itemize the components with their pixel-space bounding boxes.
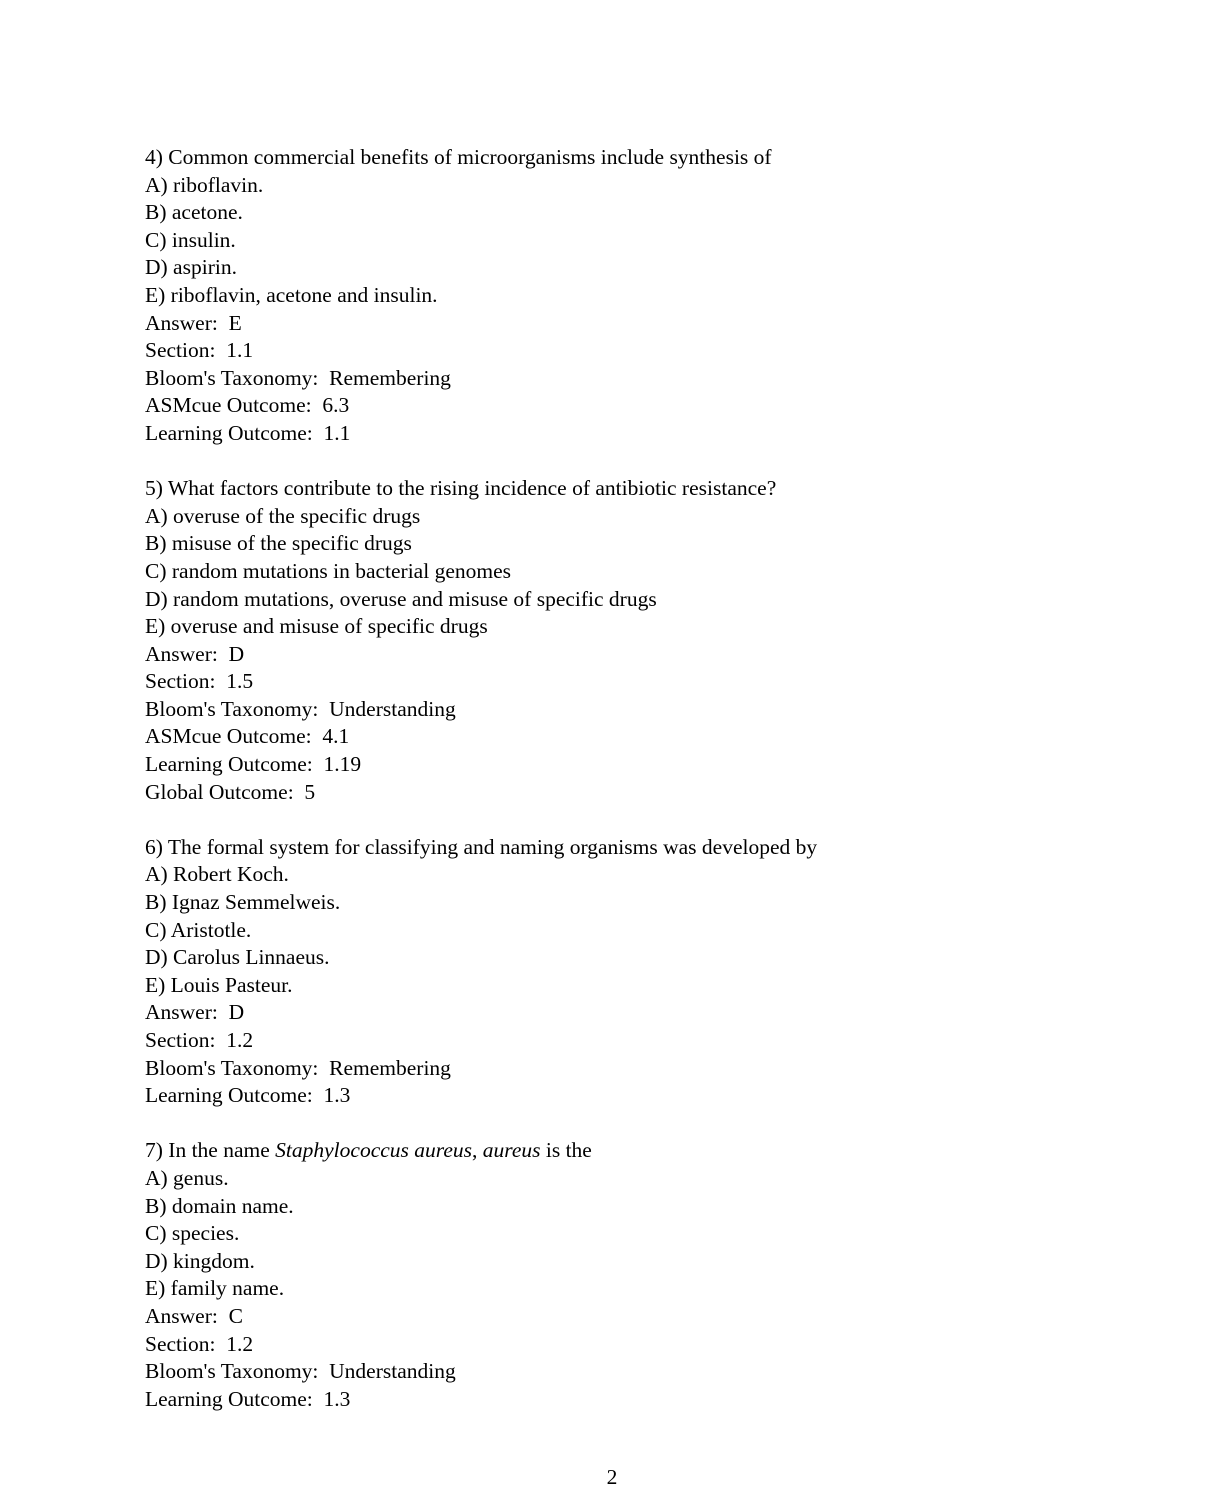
answer-option-a: A) genus. xyxy=(145,1165,229,1190)
answer-key: Answer: C xyxy=(145,1303,243,1328)
page-number: 2 xyxy=(606,1465,618,1489)
answer-option-e: E) Louis Pasteur. xyxy=(145,972,293,997)
stem-suffix: is the xyxy=(540,1138,592,1163)
answer-option-a: A) Robert Koch. xyxy=(145,862,289,887)
section-ref: Section: 1.2 xyxy=(145,1028,254,1052)
learning-outcome: Learning Outcome: 1.3 xyxy=(145,1386,351,1411)
species-name: Staphylococcus aureus xyxy=(275,1138,472,1163)
answer-option-d: D) random mutations, overuse and misuse of specific drugs xyxy=(145,586,657,611)
answer-option-a: A) overuse of the specific drugs xyxy=(145,503,421,528)
answer-option-e: E) overuse and misuse of specific drugs xyxy=(145,614,488,639)
blooms-taxonomy: Bloom's Taxonomy: Understanding xyxy=(145,696,456,721)
asmcue-outcome: ASMcue Outcome: 4.1 xyxy=(145,724,350,749)
learning-outcome: Learning Outcome: 1.3 xyxy=(145,1083,351,1108)
question-list xyxy=(145,144,1145,1413)
answer-option-e: E) riboflavin, acetone and insulin. xyxy=(145,282,438,307)
blooms-taxonomy: Bloom's Taxonomy: Remembering xyxy=(145,1055,451,1080)
question-stem: 5) What factors contribute to the rising incidence of antibiotic resistance? xyxy=(145,476,777,501)
answer-option-c: C) species. xyxy=(145,1221,240,1246)
answer-option-b: B) Ignaz Semmelweis. xyxy=(145,890,341,915)
answer-key: Answer: D xyxy=(145,1000,245,1025)
learning-outcome: Learning Outcome: 1.19 xyxy=(145,752,362,777)
answer-option-b: B) domain name. xyxy=(145,1193,294,1218)
answer-option-c: C) random mutations in bacterial genomes xyxy=(145,558,512,583)
question-4 xyxy=(145,144,1145,448)
learning-outcome: Learning Outcome: 1.1 xyxy=(145,420,351,445)
answer-option-b: B) misuse of the specific drugs xyxy=(145,531,412,556)
question-5 xyxy=(145,475,1145,806)
answer-key: Answer: D xyxy=(145,641,245,666)
answer-option-e: E) family name. xyxy=(145,1276,285,1301)
answer-option-d: D) kingdom. xyxy=(145,1248,255,1273)
section-ref: Section: 1.2 xyxy=(145,1331,254,1356)
answer-key: Answer: E xyxy=(145,310,242,335)
section-ref: Section: 1.1 xyxy=(145,338,254,363)
question-stem: 6) The formal system for classifying and naming organisms was developed by xyxy=(145,834,818,859)
answer-option-a: A) riboflavin. xyxy=(145,172,264,197)
question-7 xyxy=(145,1137,1145,1413)
blooms-taxonomy: Bloom's Taxonomy: Understanding xyxy=(145,1359,456,1384)
question-stem xyxy=(145,1137,1145,1165)
answer-option-b: B) acetone. xyxy=(145,200,243,225)
asmcue-outcome: ASMcue Outcome: 6.3 xyxy=(145,393,350,418)
answer-option-d: D) aspirin. xyxy=(145,255,237,280)
global-outcome: Global Outcome: 5 xyxy=(145,779,316,804)
answer-option-d: D) Carolus Linnaeus. xyxy=(145,945,330,970)
answer-option-c: C) insulin. xyxy=(145,227,236,252)
answer-option-c: C) Aristotle. xyxy=(145,917,252,942)
species-epithet: aureus xyxy=(482,1138,541,1163)
blooms-taxonomy: Bloom's Taxonomy: Remembering xyxy=(145,365,451,390)
section-ref: Section: 1.5 xyxy=(145,669,254,694)
question-6 xyxy=(145,834,1145,1110)
question-stem: 4) Common commercial benefits of microorganisms include synthesis of xyxy=(145,145,772,169)
stem-comma: , xyxy=(472,1138,483,1163)
stem-prefix: 7) In the name xyxy=(145,1138,276,1163)
